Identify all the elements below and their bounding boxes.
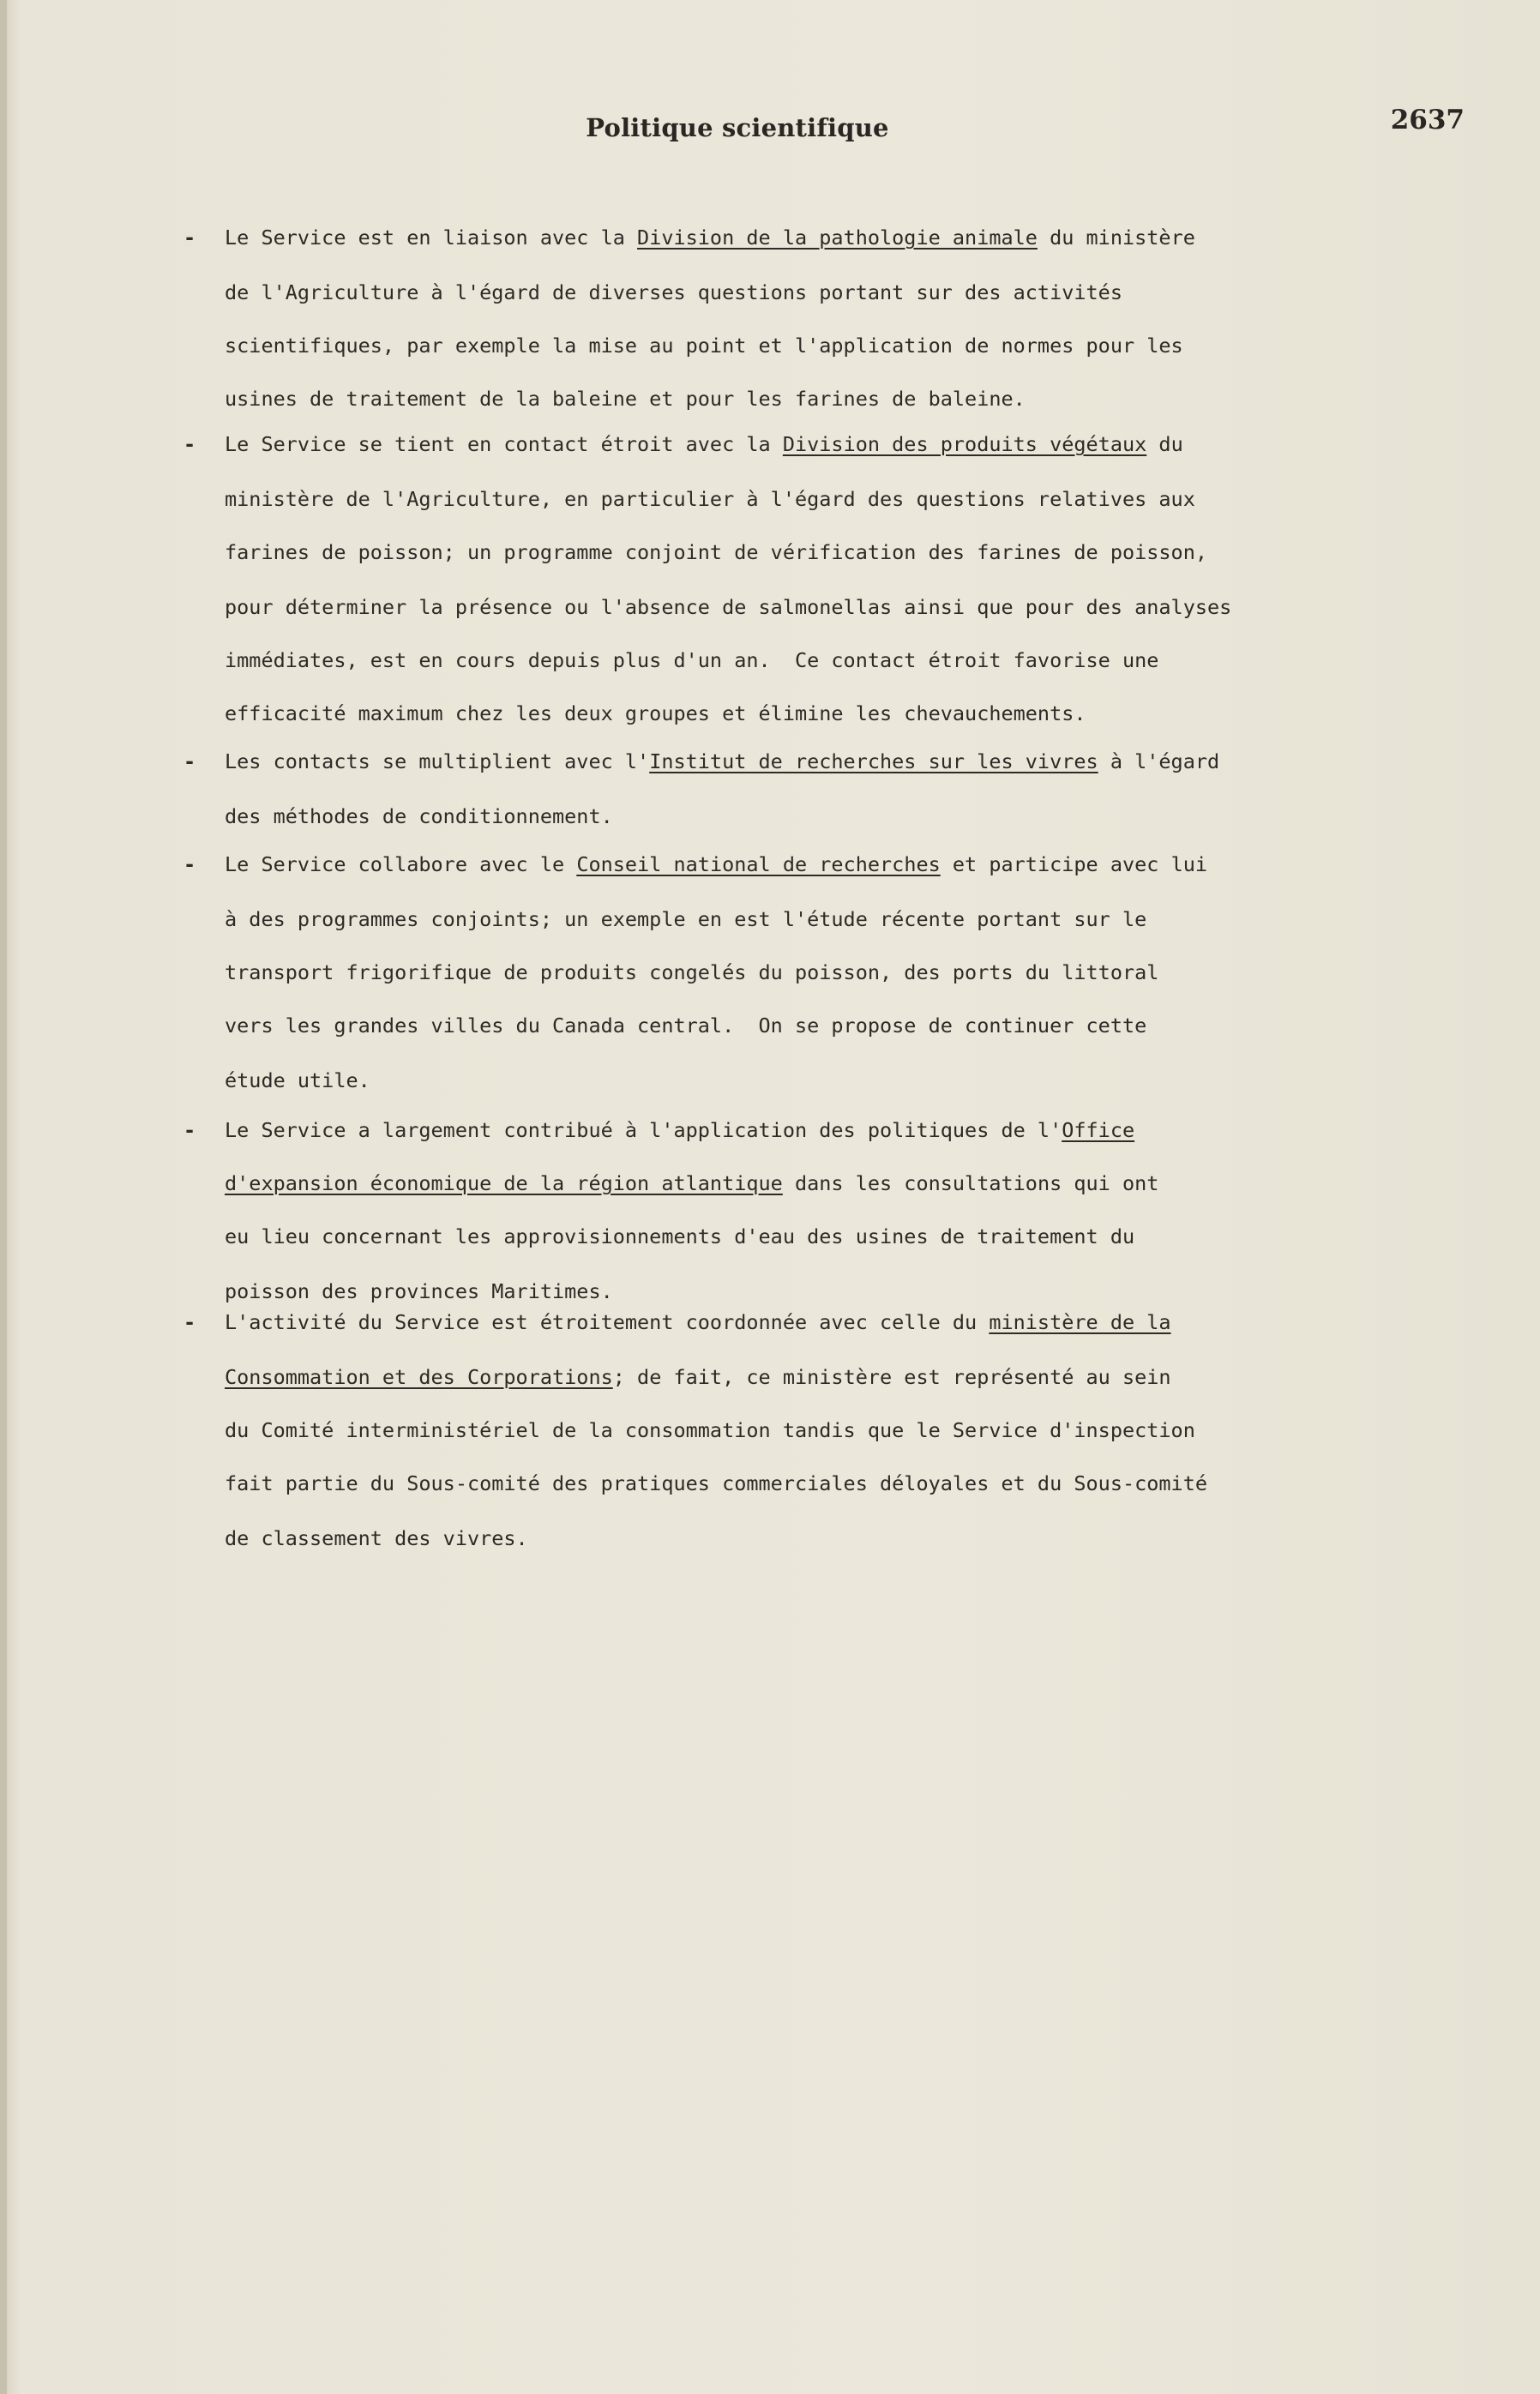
text-segment: eu lieu concernant les approvisionnements d'eau des usines de traitement du bbox=[225, 1224, 1135, 1248]
paragraph-line bbox=[225, 1417, 1195, 1443]
page-number: 2637 bbox=[1390, 105, 1465, 135]
paragraph-line bbox=[225, 1309, 1171, 1335]
text-segment: farines de poisson; un programme conjoint de vérification des farines de poisson, bbox=[225, 540, 1208, 564]
text-segment: à l'égard bbox=[1098, 749, 1220, 773]
text-segment: usines de traitement de la baleine et pour les farines de baleine. bbox=[225, 387, 1026, 411]
paragraph-line bbox=[225, 539, 1207, 565]
text-segment: Le Service a largement contribué à l'application des politiques de l' bbox=[225, 1118, 1062, 1142]
text-segment: Le Service collabore avec le bbox=[225, 852, 577, 876]
text-segment: de l'Agriculture à l'égard de diverses questions portant sur des activités bbox=[225, 280, 1122, 304]
text-segment: L'activité du Service est étroitement coordonnée avec celle du bbox=[225, 1310, 990, 1334]
text-segment: à des programmes conjoints; un exemple en est l'étude récente portant sur le bbox=[225, 907, 1147, 931]
paragraph-line bbox=[225, 1364, 1171, 1390]
paragraph-line bbox=[225, 1224, 1134, 1249]
paragraph-line bbox=[225, 1013, 1146, 1038]
paragraph-line bbox=[225, 1278, 613, 1304]
paragraph-line bbox=[225, 647, 1158, 673]
text-segment: du ministère bbox=[1037, 226, 1195, 250]
paragraph-line bbox=[225, 1471, 1207, 1496]
text-segment: immédiates, est en cours depuis plus d'un an. Ce contact étroit favorise une bbox=[225, 648, 1159, 672]
paragraph-line bbox=[225, 431, 1183, 457]
underlined-organization-name: Conseil national de recherches bbox=[576, 852, 941, 876]
text-segment: du bbox=[1146, 432, 1183, 456]
paragraph-line bbox=[225, 851, 1207, 877]
text-segment: vers les grandes villes du Canada central. On se propose de continuer cette bbox=[225, 1014, 1147, 1038]
text-segment: Le Service se tient en contact étroit avec la bbox=[225, 432, 783, 456]
text-segment: Le Service est en liaison avec la bbox=[225, 226, 638, 250]
paragraph-line bbox=[225, 225, 1195, 250]
text-segment: fait partie du Sous-comité des pratiques commerciales déloyales et du Sous-comité bbox=[225, 1471, 1208, 1495]
underlined-organization-name: Division des produits végétaux bbox=[782, 432, 1147, 456]
text-segment: efficacité maximum chez les deux groupes et élimine les chevauchements. bbox=[225, 701, 1086, 725]
paragraph-line bbox=[225, 1525, 528, 1551]
bullet-dash: - bbox=[183, 852, 196, 876]
text-segment: et participe avec lui bbox=[940, 852, 1208, 876]
bullet-dash: - bbox=[183, 1118, 196, 1142]
paragraph-line bbox=[225, 803, 613, 829]
underlined-organization-name: Consommation et des Corporations bbox=[225, 1365, 613, 1389]
text-segment: ; de fait, ce ministère est représenté au sein bbox=[612, 1365, 1171, 1389]
underlined-organization-name: Institut de recherches sur les vivres bbox=[649, 749, 1098, 773]
paragraph-line bbox=[225, 701, 1086, 726]
underlined-organization-name: ministère de la bbox=[989, 1310, 1171, 1334]
paragraph-line bbox=[225, 959, 1158, 985]
text-segment: Les contacts se multiplient avec l' bbox=[225, 749, 650, 773]
text-segment: pour déterminer la présence ou l'absence de salmonellas ainsi que pour des analyses bbox=[225, 595, 1232, 619]
paragraph-line bbox=[225, 594, 1231, 620]
text-segment: du Comité interministériel de la consommation tandis que le Service d'inspection bbox=[225, 1418, 1195, 1442]
underlined-organization-name: Office bbox=[1062, 1118, 1135, 1142]
text-segment: dans les consultations qui ont bbox=[782, 1171, 1159, 1195]
paragraph-line bbox=[225, 280, 1122, 305]
bullet-dash: - bbox=[183, 749, 196, 773]
text-segment: étude utile. bbox=[225, 1068, 370, 1092]
paragraph-line bbox=[225, 906, 1146, 932]
underlined-organization-name: d'expansion économique de la région atlantique bbox=[225, 1171, 783, 1195]
paragraph-line bbox=[225, 1117, 1134, 1143]
bullet-dash: - bbox=[183, 432, 196, 456]
bullet-dash: - bbox=[183, 1310, 196, 1334]
text-segment: de classement des vivres. bbox=[225, 1526, 528, 1550]
paragraph-line bbox=[225, 386, 1026, 412]
paragraph-line bbox=[225, 1170, 1158, 1196]
paragraph-line bbox=[225, 1068, 370, 1093]
paragraph-line bbox=[225, 749, 1219, 774]
paragraph-line bbox=[225, 333, 1183, 358]
text-segment: des méthodes de conditionnement. bbox=[225, 804, 613, 828]
text-segment: scientifiques, par exemple la mise au point et l'application de normes pour les bbox=[225, 334, 1183, 358]
bullet-dash: - bbox=[183, 226, 196, 250]
text-segment: poisson des provinces Maritimes. bbox=[225, 1279, 613, 1303]
paragraph-line bbox=[225, 486, 1195, 512]
underlined-organization-name: Division de la pathologie animale bbox=[637, 226, 1038, 250]
text-segment: transport frigorifique de produits congelés du poisson, des ports du littoral bbox=[225, 960, 1159, 984]
page-title: Politique scientifique bbox=[586, 113, 889, 142]
text-segment: ministère de l'Agriculture, en particulier à l'égard des questions relatives aux bbox=[225, 487, 1195, 511]
